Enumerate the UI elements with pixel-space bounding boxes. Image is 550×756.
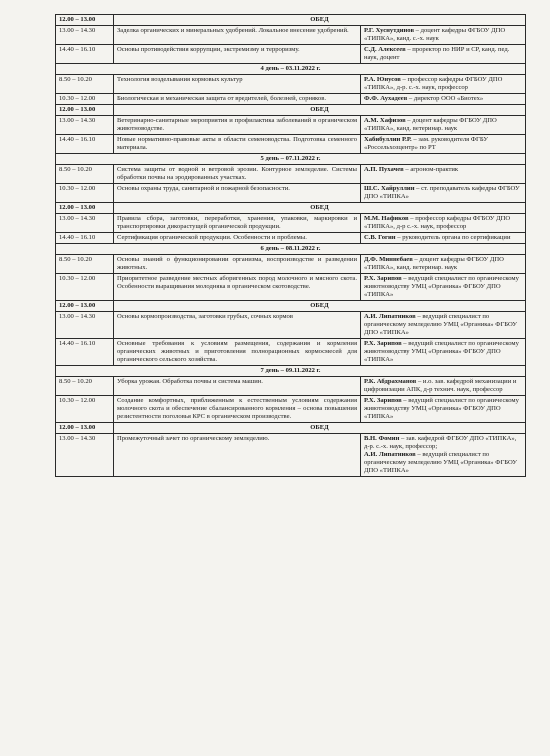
lecturer-info: – ст. преподаватель кафедры ФГБОУ ДПО «ТИПКА» (364, 185, 520, 200)
lecturer-name: Д.Ф. Миннебаев (364, 256, 413, 263)
break-row (56, 203, 526, 214)
topic-cell: Уборка урожая. Обработка почвы и система машин. (114, 377, 361, 396)
lecturer-info: – агроном-практик (403, 166, 459, 173)
time-cell: 8.50 – 10.20 (56, 377, 114, 396)
topic-cell: Промежуточный зачет по органическому земледелию. (114, 434, 361, 477)
lecturer-name: Ф.Ф. Аухадеев (364, 95, 408, 102)
lesson-row (56, 255, 526, 274)
time-cell: 13.00 – 14.30 (56, 312, 114, 339)
time-cell: 14.40 – 16.10 (56, 45, 114, 64)
lecturer-name: Р.Х. Зарипов (364, 397, 402, 404)
lecturer-cell (361, 116, 526, 135)
lecturer-info: – ведущий специалист по органическому животноводству УМЦ «Органика» ФГБОУ ДПО «ТИПКА» (364, 397, 519, 420)
lecturer-name: В.Н. Фомин (364, 435, 400, 442)
topic-cell: Система защиты от водной и ветровой эрозии. Контурное земледелие. Системы обработки почвы на эродированных участках. (114, 165, 361, 184)
lecturer-name: Р.А. Юнусов (364, 76, 401, 83)
time-cell: 14.40 – 16.10 (56, 339, 114, 366)
time-cell: 12.00 – 13.00 (56, 203, 114, 214)
topic-cell: Новые нормативно-правовые акты в области семеноводства. Подготовка семенного материала. (114, 135, 361, 154)
day-header-row (56, 366, 526, 377)
lesson-row (56, 233, 526, 244)
lecturer-info: – доцент кафедры ФГБОУ ДПО «ТИПКА», канд. с.-х. наук (364, 27, 506, 42)
lesson-row (56, 94, 526, 105)
day-header-row (56, 64, 526, 75)
time-cell: 8.50 – 10.20 (56, 255, 114, 274)
lecturer-info: – проректор по НИР и СР, канд. пед. наук, доцент (364, 46, 510, 61)
time-cell: 8.50 – 10.20 (56, 165, 114, 184)
lecturer-info: – профессор кафедры ФГБОУ ДПО «ТИПКА», д-р с.-х. наук, профессор (364, 215, 511, 230)
day-header-row (56, 244, 526, 255)
lecturer-name: А.И. Липатников (364, 313, 416, 320)
lecturer-name: А.И. Липатников (364, 451, 416, 458)
lecturer-name: А.П. Пухачев (364, 166, 404, 173)
lecturer-info: – зам. руководителя ФГБУ «Россельхозцентр» по РТ (364, 136, 489, 151)
break-row (56, 423, 526, 434)
lesson-row (56, 184, 526, 203)
time-cell: 13.00 – 14.30 (56, 214, 114, 233)
time-cell: 14.40 – 16.10 (56, 135, 114, 154)
lesson-row (56, 45, 526, 64)
lecturer-name: Р.Х. Зарипов (364, 340, 402, 347)
lecturer-cell (361, 94, 526, 105)
topic-cell: Заделка органических и минеральных удобрений. Локальное внесение удобрений. (114, 26, 361, 45)
lecturer-cell (361, 45, 526, 64)
time-cell: 10.30 – 12.00 (56, 274, 114, 301)
lecturer-info: – доцент кафедры ФГБОУ ДПО «ТИПКА», канд. ветеринар. наук (364, 256, 504, 271)
lecturer-cell (361, 377, 526, 396)
lecturer-info: – директор ООО «Биотех» (407, 95, 484, 102)
schedule-body (56, 15, 526, 477)
topic-cell: Биологическая и механическая защита от вредителей, болезней, сорняков. (114, 94, 361, 105)
break-label: ОБЕД (114, 105, 526, 116)
time-cell: 10.30 – 12.00 (56, 184, 114, 203)
lecturer-name: Р.Х. Зарипов (364, 275, 402, 282)
break-label: ОБЕД (114, 203, 526, 214)
lesson-row (56, 377, 526, 396)
lecturer-cell (361, 255, 526, 274)
time-cell: 12.00 – 13.00 (56, 15, 114, 26)
topic-cell: Создание комфортных, приближенным к естественным условиям содержания молочного скота и обеспечение сбалансированного кормления – основа повышения резистентности поголовья КРС в органическом производстве. (114, 396, 361, 423)
schedule-table (55, 14, 526, 477)
lecturer-info: – ведущий специалист по органическому животноводству УМЦ «Органика» ФГБОУ ДПО «ТИПКА» (364, 275, 519, 298)
time-cell: 13.00 – 14.30 (56, 434, 114, 477)
lesson-row (56, 396, 526, 423)
lecturer-name: А.М. Хафизов (364, 117, 406, 124)
time-cell: 8.50 – 10.20 (56, 75, 114, 94)
lecturer-info: – профессор кафедры ФГБОУ ДПО «ТИПКА», д-р. с.-х. наук, профессор (364, 76, 503, 91)
time-cell: 10.30 – 12.00 (56, 396, 114, 423)
break-row (56, 15, 526, 26)
day-header: 6 день – 08.11.2022 г. (56, 244, 526, 255)
lecturer-name: М.М. Нафиков (364, 215, 409, 222)
lesson-row (56, 135, 526, 154)
time-cell: 12.00 – 13.00 (56, 105, 114, 116)
lecturer-info: – и.о. зав. кафедрой механизации и цифровизации АПК, д-р технич. наук, профессор (364, 378, 517, 393)
lesson-row (56, 26, 526, 45)
lecturer-info: – руководитель органа по сертификации (395, 234, 511, 241)
lesson-row (56, 75, 526, 94)
lecturer-cell (361, 165, 526, 184)
lesson-row (56, 434, 526, 477)
lecturer-info: – ведущий специалист по органическому животноводству УМЦ «Органика» ФГБОУ ДПО «ТИПКА» (364, 340, 519, 363)
time-cell: 14.40 – 16.10 (56, 233, 114, 244)
lecturer-cell (361, 396, 526, 423)
topic-cell: Правила сбора, заготовки, переработки, хранения, упаковки, маркировки и транспортировки дикорастущей органической продукции. (114, 214, 361, 233)
lecturer-info: – зав. кафедрой ФГБОУ ДПО «ТИПКА», д-р. с.-х. наук, профессор; (364, 435, 517, 450)
lesson-row (56, 165, 526, 184)
lecturer-name: С.Д. Алексеев (364, 46, 406, 53)
topic-cell: Сертификация органической продукции. Особенности и проблемы. (114, 233, 361, 244)
lecturer-name: Ш.С. Хайруллин (364, 185, 415, 192)
time-cell: 13.00 – 14.30 (56, 116, 114, 135)
day-header: 4 день – 03.11.2022 г. (56, 64, 526, 75)
time-cell: 13.00 – 14.30 (56, 26, 114, 45)
lecturer-cell (361, 312, 526, 339)
topic-cell: Приоритетное разведение местных аборигенных пород молочного и мясного скота. Особенности выращивания молодняка в органическом скотоводстве. (114, 274, 361, 301)
lesson-row (56, 339, 526, 366)
lecturer-cell (361, 75, 526, 94)
lecturer-cell (361, 26, 526, 45)
topic-cell: Основы охраны труда, санитарной и пожарной безопасности. (114, 184, 361, 203)
topic-cell: Основы противодействия коррупции, экстремизму и терроризму. (114, 45, 361, 64)
time-cell: 12.00 – 13.00 (56, 423, 114, 434)
lecturer-cell (361, 233, 526, 244)
break-row (56, 105, 526, 116)
lesson-row (56, 274, 526, 301)
break-label: ОБЕД (114, 15, 526, 26)
lecturer-info: – ведущий специалист по органическому земледелию УМЦ «Органика» ФГБОУ ДПО «ТИПКА» (364, 451, 518, 474)
lesson-row (56, 214, 526, 233)
time-cell: 10.30 – 12.00 (56, 94, 114, 105)
lecturer-cell (361, 184, 526, 203)
topic-cell: Ветеринарно-санитарные мероприятия и профилактика заболеваний в органическом животноводстве. (114, 116, 361, 135)
lecturer-cell (361, 339, 526, 366)
break-label: ОБЕД (114, 423, 526, 434)
break-label: ОБЕД (114, 301, 526, 312)
topic-cell: Основы кормопроизводства, заготовки грубых, сочных кормов (114, 312, 361, 339)
lecturer-cell (361, 135, 526, 154)
break-row (56, 301, 526, 312)
lecturer-cell (361, 214, 526, 233)
lecturer-info: – доцент кафедры ФГБОУ ДПО «ТИПКА», канд. ветеринар. наук (364, 117, 497, 132)
lesson-row (56, 312, 526, 339)
lecturer-info: – ведущий специалист по органическому земледелию УМЦ «Органика» ФГБОУ ДПО «ТИПКА» (364, 313, 518, 336)
topic-cell: Технология возделывания кормовых культур (114, 75, 361, 94)
lecturer-cell (361, 274, 526, 301)
lecturer-name: Р.Г. Хуснутдинов (364, 27, 415, 34)
lecturer-name: Р.К. Абдрахманов (364, 378, 417, 385)
lecturer-cell (361, 434, 526, 477)
day-header: 7 день – 09.11.2022 г. (56, 366, 526, 377)
day-header-row (56, 154, 526, 165)
topic-cell: Основы знаний о функционировании организма, воспроизводстве и разведении животных. (114, 255, 361, 274)
day-header: 5 день – 07.11.2022 г. (56, 154, 526, 165)
time-cell: 12.00 – 13.00 (56, 301, 114, 312)
lesson-row (56, 116, 526, 135)
topic-cell: Основные требования к условиям размещения, содержания и кормления органических животных и приготовления полнорационных кормосмесей для органического сельского хозяйства. (114, 339, 361, 366)
lecturer-name: Хабибуллин Р.Р. (364, 136, 412, 143)
lecturer-name: С.В. Гогин (364, 234, 396, 241)
